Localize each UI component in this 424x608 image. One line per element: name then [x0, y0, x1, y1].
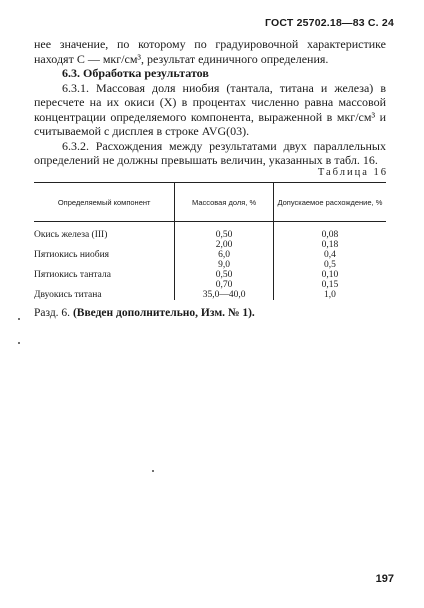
- section-amendment-note: [34, 307, 255, 319]
- table-row: [34, 280, 386, 290]
- section-note-prefix: Разд. 6.: [34, 307, 71, 319]
- header-tolerance: Допускаемое расхождение, %: [273, 183, 386, 222]
- paragraph-6-3-1: 6.3.1. Массовая доля ниобия (тантала, титана и железа) в пересчете на их окиси (X) в процентах численно равна массовой концентрации определяемого компонента, выраженной в мкг/см³ и считываемой с дисплея в строке AVG(03).: [34, 80, 386, 138]
- cell-tolerance: 0,5: [273, 260, 386, 270]
- table-row: [34, 222, 386, 241]
- cell-component: [34, 240, 175, 250]
- cell-mass: 9,0: [175, 260, 274, 270]
- cell-tolerance: 0,08: [273, 222, 386, 241]
- cell-tolerance: 1,0: [273, 290, 386, 300]
- table-header-row: [34, 183, 386, 222]
- cell-mass: 0,70: [175, 280, 274, 290]
- table-row: [34, 250, 386, 260]
- cell-mass: 6,0: [175, 250, 274, 260]
- page-header: ГОСТ 25702.18—83 С. 24: [264, 17, 394, 29]
- paragraph-6-3-2: 6.3.2. Расхождения между результатами двух параллельных определений не должны превышать величин, указанных в табл. 16.: [34, 138, 386, 167]
- cell-component: Двуокись титана: [34, 290, 102, 300]
- table-row: [34, 260, 386, 270]
- cell-tolerance: 0,10: [273, 270, 386, 280]
- scan-speck: [18, 342, 20, 344]
- cell-tolerance: 0,18: [273, 240, 386, 250]
- cell-mass: 0,50: [175, 222, 274, 241]
- cell-component: Окись железа (III): [34, 230, 108, 240]
- cell-component: [34, 280, 175, 290]
- table-row: [34, 290, 386, 300]
- header-mass-fraction: Массовая доля, %: [175, 183, 274, 222]
- paragraph-continuation: нее значение, по которому по градуировочной характеристике находят С — мкг/см³, результат единичного определения.: [34, 37, 386, 66]
- section-heading: 6.3. Обработка результатов: [62, 66, 209, 80]
- cell-tolerance: 0,4: [273, 250, 386, 260]
- table-row: [34, 270, 386, 280]
- table-row: [34, 240, 386, 250]
- cell-component: [34, 260, 175, 270]
- table-caption: Таблица 16: [317, 167, 388, 178]
- page-number: 197: [375, 573, 394, 585]
- cell-mass: 2,00: [175, 240, 274, 250]
- cell-component: Пятиокись ниобия: [34, 250, 110, 260]
- cell-mass: 0,50: [175, 270, 274, 280]
- section-note-text: (Введен дополнительно, Изм. № 1).: [72, 307, 255, 319]
- scan-speck: [18, 318, 20, 320]
- tolerance-table: [34, 182, 386, 300]
- header-component: Определяемый компонент: [34, 183, 175, 222]
- scan-speck: [152, 470, 154, 472]
- body-text: [34, 37, 386, 168]
- cell-tolerance: 0,15: [273, 280, 386, 290]
- cell-component: Пятиокись тантала: [34, 270, 111, 280]
- cell-mass: 35,0—40,0: [175, 290, 274, 300]
